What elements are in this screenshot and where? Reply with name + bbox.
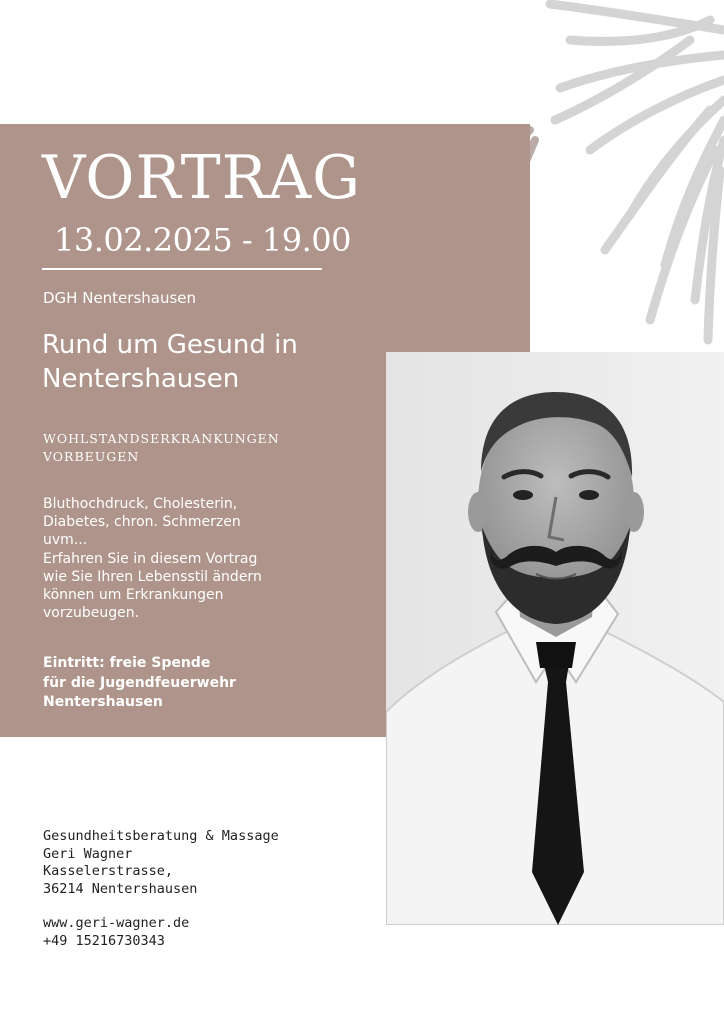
description-line: können um Erkrankungen <box>43 587 224 604</box>
event-venue: DGH Nentershausen <box>43 289 197 307</box>
owner-name: Geri Wagner <box>43 845 133 862</box>
entry-line: Nentershausen <box>43 694 163 710</box>
poster-title: VORTRAG <box>42 143 362 213</box>
description-line: uvm... <box>43 532 88 549</box>
speaker-photo <box>386 352 724 925</box>
description-text <box>43 495 363 622</box>
description-line: Diabetes, chron. Schmerzen <box>43 514 241 531</box>
topic-heading: WOHLSTANDSERKRANKUNGEN VORBEUGEN <box>43 431 280 464</box>
description-line: Bluthochdruck, Cholesterin, <box>43 496 238 512</box>
phone-number[interactable]: +49 15216730343 <box>43 932 165 949</box>
description-line: vorzubeugen. <box>43 605 140 622</box>
entry-info <box>43 654 363 713</box>
event-subtitle: Rund um Gesund in Nentershausen <box>42 330 298 394</box>
contact-spacer <box>43 898 279 915</box>
description-line: wie Sie Ihren Lebensstil ändern <box>43 568 262 585</box>
entry-line: Eintritt: freie Spende <box>43 655 211 671</box>
entry-line: für die Jugendfeuerwehr <box>43 674 236 691</box>
city-address: 36214 Nentershausen <box>43 880 198 897</box>
contact-block <box>43 828 279 950</box>
business-name: Gesundheitsberatung & Massage <box>43 828 279 844</box>
street-address: Kasselerstrasse, <box>43 863 174 879</box>
description-line: Erfahren Sie in diesem Vortrag <box>43 550 258 567</box>
divider-line <box>42 268 322 270</box>
event-datetime: 13.02.2025 - 19.00 <box>54 221 351 259</box>
website-link[interactable]: www.geri-wagner.de <box>43 915 190 931</box>
